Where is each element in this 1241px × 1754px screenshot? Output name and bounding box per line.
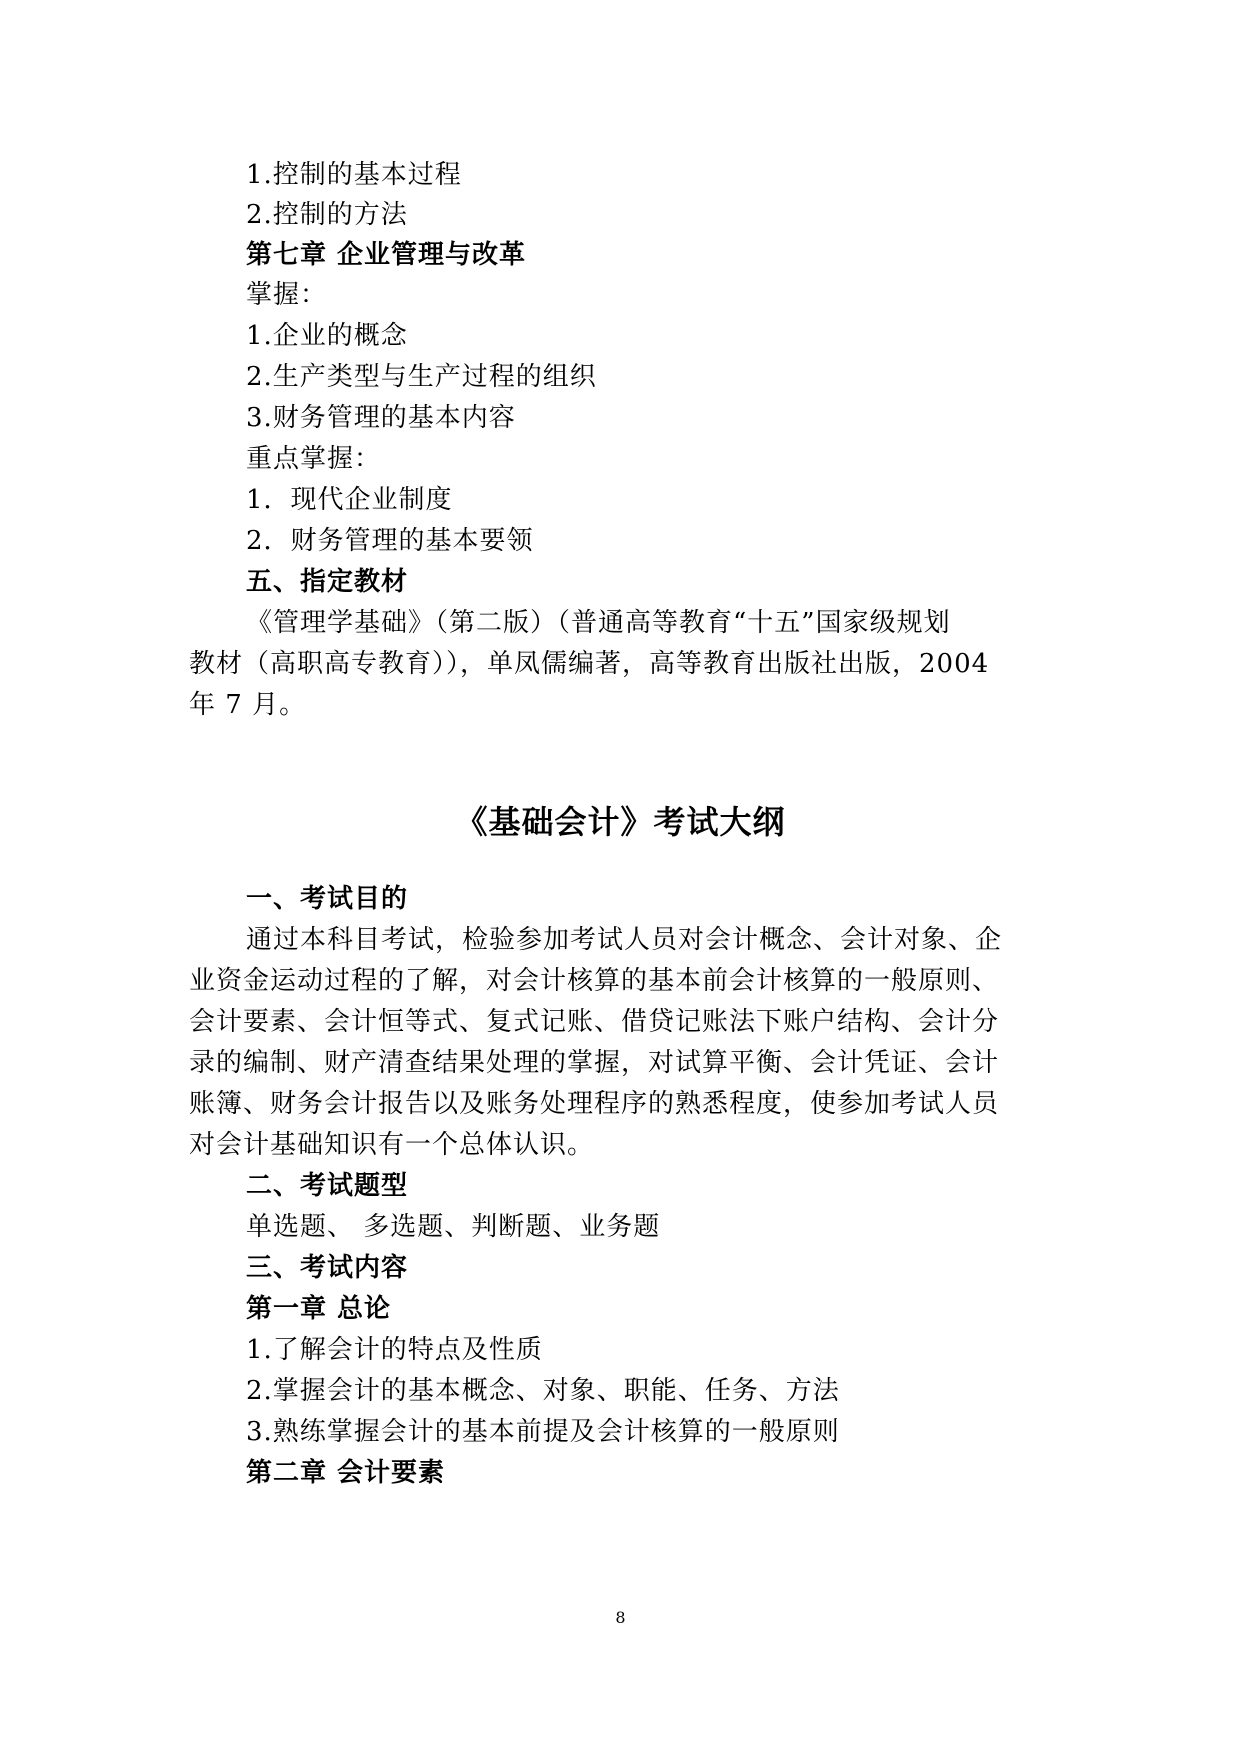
textbook-line: 年 7 月。 (189, 690, 307, 720)
purpose-line: 录的编制、财产清查结果处理的掌握，对试算平衡、会计凭证、会计 (189, 1048, 1000, 1078)
chapter2-heading: 第二章 会计要素 (246, 1458, 446, 1488)
chapter1-item: 2.掌握会计的基本概念、对象、职能、任务、方法 (246, 1376, 840, 1406)
types-heading: 二、考试题型 (246, 1171, 409, 1201)
key-master-label: 重点掌握： (246, 444, 382, 474)
purpose-line: 对会计基础知识有一个总体认识。 (189, 1130, 595, 1160)
control-process-item: 1.控制的基本过程 (246, 160, 462, 190)
chapter1-item: 3.熟练掌握会计的基本前提及会计核算的一般原则 (246, 1417, 840, 1447)
purpose-line: 账簿、财务会计报告以及账务处理程序的熟悉程度，使参加考试人员 (189, 1089, 1000, 1119)
document-title: 《基础会计》考试大纲 (455, 803, 786, 841)
control-method-item: 2.控制的方法 (246, 200, 408, 230)
textbook-line: 《管理学基础》（第二版）（普通高等教育“十五”国家级规划 (246, 608, 951, 638)
chapter1-heading: 第一章 总论 (246, 1294, 392, 1324)
key-master-item: 2．财务管理的基本要领 (246, 526, 534, 556)
master-label: 掌握： (246, 280, 328, 310)
textbook-line: 教材（高职高专教育）），单凤儒编著，高等教育出版社出版，2004 (189, 649, 990, 679)
master-item: 1.企业的概念 (246, 321, 408, 351)
chapter7-heading: 第七章 企业管理与改革 (246, 240, 527, 270)
purpose-line: 业资金运动过程的了解，对会计核算的基本前会计核算的一般原则、 (189, 966, 1000, 996)
content-heading: 三、考试内容 (246, 1253, 409, 1283)
master-item: 3.财务管理的基本内容 (246, 403, 516, 433)
chapter1-item: 1.了解会计的特点及性质 (246, 1335, 543, 1365)
types-line: 单选题、 多选题、判断题、业务题 (246, 1212, 661, 1242)
purpose-heading: 一、考试目的 (246, 884, 409, 914)
key-master-item: 1．现代企业制度 (246, 485, 453, 515)
master-item: 2.生产类型与生产过程的组织 (246, 362, 597, 392)
textbook-heading: 五、指定教材 (246, 567, 409, 597)
purpose-line: 会计要素、会计恒等式、复式记账、借贷记账法下账户结构、会计分 (189, 1007, 1000, 1037)
purpose-line: 通过本科目考试，检验参加考试人员对会计概念、会计对象、企 (246, 925, 1003, 955)
page-number: 8 (615, 1608, 626, 1627)
